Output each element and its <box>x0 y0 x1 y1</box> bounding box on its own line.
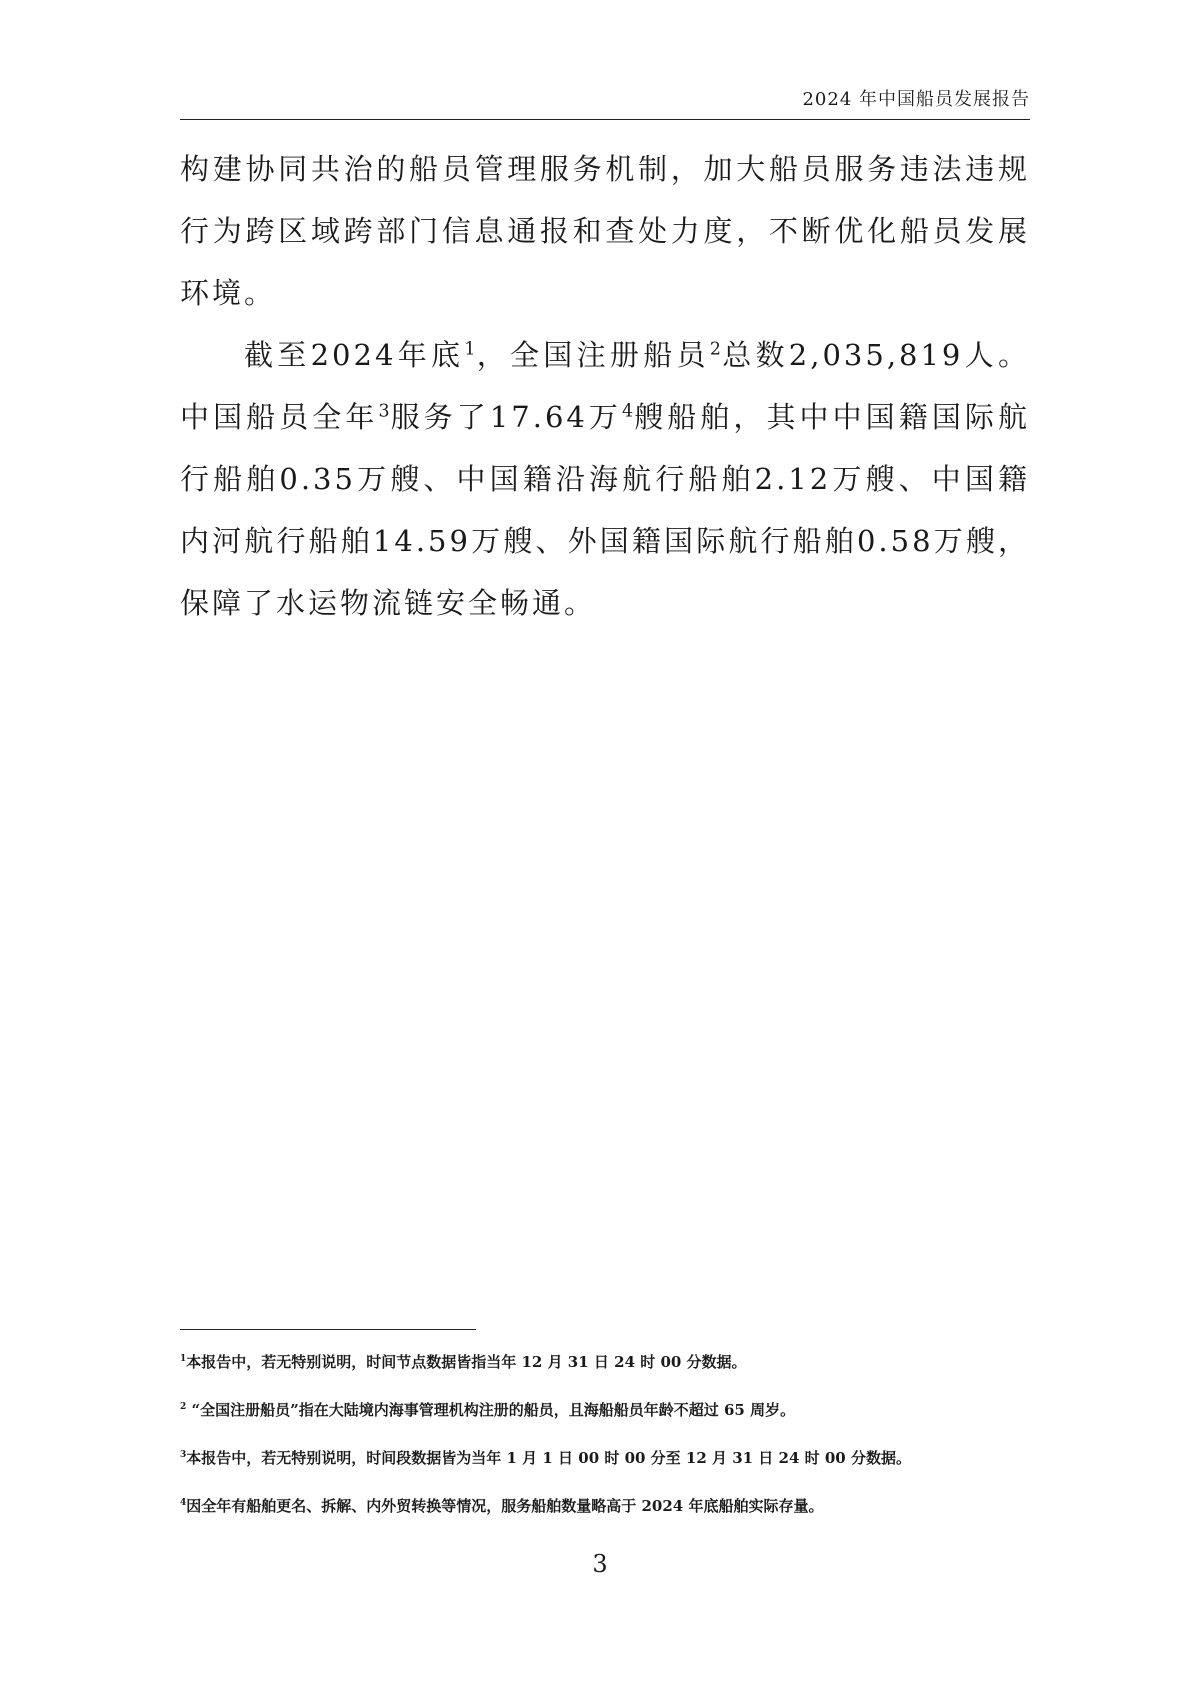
footnote-text: 本报告中，若无特别说明，时间段数据皆为当年 1 月 1 日 00 时 00 分至 12 月 31 日 24 时 00 分数据。 <box>186 1449 911 1467</box>
footnote-3 <box>180 1446 1030 1470</box>
paragraph-segment: 总数2,035,819人。中国船员全年 <box>180 338 1030 434</box>
page-number: 3 <box>592 1550 608 1578</box>
footnote-ref-4[interactable]: 4 <box>622 401 634 422</box>
paragraph-segment: 服务了17.64万 <box>389 400 622 434</box>
footnote-number: 4 <box>180 1498 187 1508</box>
running-header: 2024 年中国船员发展报告 <box>802 89 1030 110</box>
header-rule <box>180 119 1030 120</box>
footnote-ref-2[interactable]: 2 <box>709 339 721 360</box>
body-text <box>180 138 1030 634</box>
footnote-number: 2 <box>180 1402 187 1412</box>
paragraph-segment: ，全国注册船员 <box>475 338 710 372</box>
footnote-1 <box>180 1350 1030 1374</box>
footnote-4 <box>180 1494 1030 1518</box>
footnote-text: 因全年有船舶更名、拆解、内外贸转换等情况，服务船舶数量略高于 2024 年底船舶实际存量。 <box>186 1497 824 1515</box>
footnote-ref-3[interactable]: 3 <box>378 401 390 422</box>
footnote-number: 3 <box>180 1450 187 1460</box>
footnote-text: 本报告中，若无特别说明，时间节点数据皆指当年 12 月 31 日 24 时 00 分数据。 <box>186 1353 747 1371</box>
footnote-number: 1 <box>180 1354 187 1364</box>
footnote-2 <box>180 1398 1030 1422</box>
footnote-separator <box>180 1329 476 1330</box>
footnote-text: “全国注册船员”指在大陆境内海事管理机构注册的船员，且海船船员年龄不超过 65 周岁。 <box>186 1401 796 1419</box>
footnote-ref-1[interactable]: 1 <box>464 339 476 360</box>
footnotes <box>180 1350 1030 1542</box>
paragraph-segment: 艘船舶，其中中国籍国际航行船舶0.35万艘、中国籍沿海航行船舶2.12万艘、中国籍内河航行船舶14.59万艘、外国籍国际航行船舶0.58万艘，保障了水运物流链安全畅通。 <box>180 400 1030 620</box>
paragraph-seafarer-statistics <box>180 324 1030 634</box>
paragraph-segment: 截至2024年底 <box>244 338 465 372</box>
paragraph-continuation: 构建协同共治的船员管理服务机制，加大船员服务违法违规行为跨区域跨部门信息通报和查处力度，不断优化船员发展环境。 <box>180 152 1030 310</box>
